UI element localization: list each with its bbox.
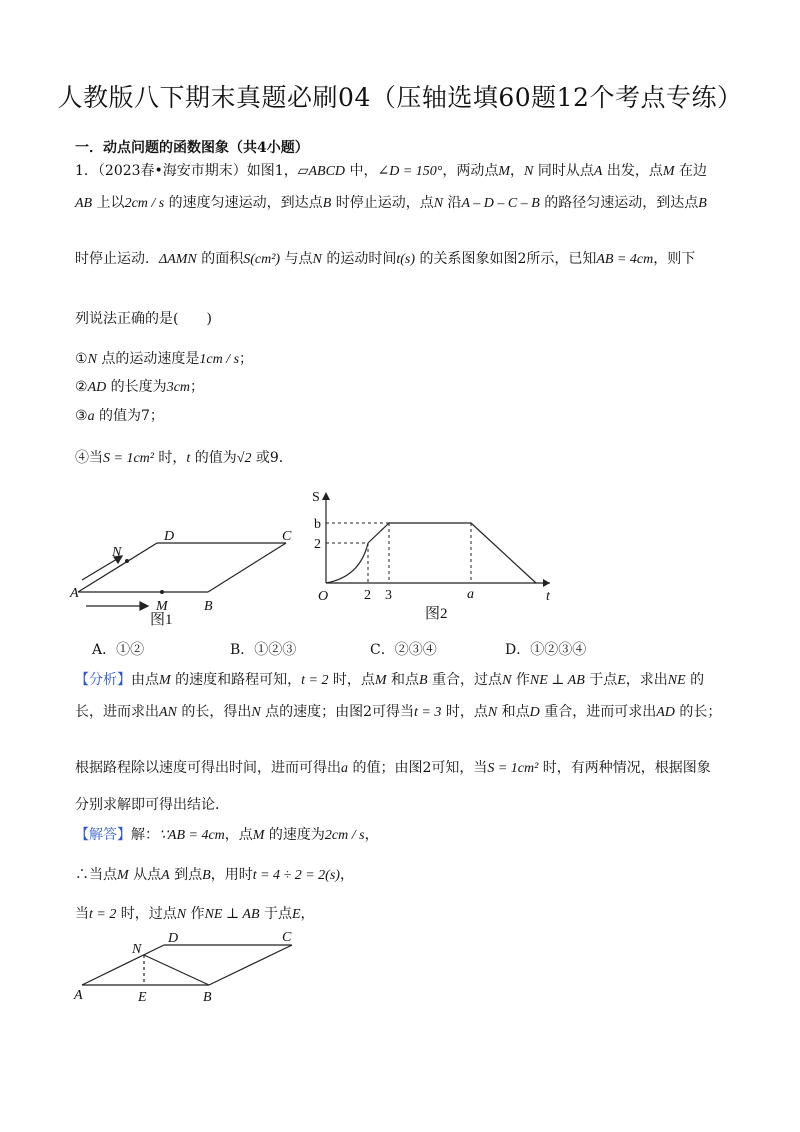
text: 的长度为 — [106, 379, 167, 395]
math: 2cm / s — [324, 828, 365, 843]
math: A – D – C – B — [461, 196, 540, 211]
text: 时停止运动． — [75, 251, 159, 267]
solution-line-2 — [75, 866, 354, 885]
text: 当 — [75, 906, 89, 922]
text: ， — [364, 827, 379, 843]
math: t = 3 — [414, 705, 442, 720]
solution-line-1 — [75, 826, 379, 845]
analysis-line-3 — [75, 759, 711, 778]
analysis-line-4: 分别求解即可得出结论． — [75, 797, 229, 813]
math: t — [186, 451, 191, 466]
math: AB — [75, 196, 93, 211]
point-n — [125, 559, 129, 563]
section-heading: 一．动点问题的函数图象（共4小题） — [75, 140, 309, 156]
math: M — [374, 673, 387, 688]
math: NE ⊥ AB — [529, 673, 585, 688]
text: 同时从点 — [533, 163, 594, 179]
label-b-value: b — [314, 517, 321, 532]
text: 时，点 — [441, 704, 488, 720]
page-title: 人教版八下期末真题必刷04（压轴选填60题12个考点专练） — [57, 83, 743, 112]
math: a — [87, 409, 95, 424]
label-e: E — [138, 990, 147, 1005]
label-a: A — [70, 586, 79, 601]
problem-line-4: 列说法正确的是( ) — [75, 311, 212, 327]
text: 的路径匀速运动，到达点 — [539, 195, 699, 211]
math: t = 4 ÷ 2 = 2(s) — [252, 868, 340, 883]
text: 的长，得出 — [176, 704, 252, 720]
option-b: B．①②③ — [230, 642, 297, 658]
math: 3cm — [166, 380, 191, 395]
math: M — [498, 164, 511, 179]
figure-2-graph — [300, 485, 570, 625]
math: a — [341, 761, 348, 776]
rise-segment — [368, 523, 389, 543]
text: 上以 — [92, 195, 125, 211]
math: NE ⊥ AB — [204, 907, 260, 922]
text: 时， — [153, 450, 187, 466]
label-s: S — [312, 490, 320, 505]
text: ， — [300, 906, 315, 922]
label-o: O — [318, 589, 329, 604]
text: 的长； — [674, 704, 722, 720]
text: 重合，进而可求出 — [539, 704, 657, 720]
statement-1 — [75, 350, 253, 369]
math: √2 — [236, 451, 252, 466]
math: B — [322, 196, 332, 211]
text: 重合，过点 — [427, 672, 503, 688]
text: 中， — [345, 163, 378, 179]
statement-2 — [75, 378, 204, 397]
math: M — [252, 828, 265, 843]
math: N — [524, 164, 534, 179]
text: 的面积 — [196, 251, 244, 267]
label-d: D — [164, 529, 175, 544]
t-axis-arrow — [543, 579, 550, 587]
analysis-tag: 【分析】 — [75, 672, 131, 688]
option-d: D．①②③④ — [505, 642, 587, 658]
edge-bc — [208, 543, 286, 592]
label-c: C — [282, 930, 292, 945]
math: S(cm²) — [243, 252, 281, 267]
text: 沿 — [443, 195, 462, 211]
text: ； — [190, 379, 205, 395]
math: D — [529, 705, 540, 720]
label-a-value: a — [467, 587, 474, 602]
problem-line-2 — [75, 194, 707, 213]
text: ； — [239, 351, 254, 367]
statement-4 — [75, 449, 293, 468]
text: 或9． — [251, 450, 293, 466]
label-d: D — [168, 931, 179, 946]
text: 的值为 — [190, 450, 237, 466]
text: 的值为7； — [94, 408, 164, 424]
math: t = 2 — [301, 673, 329, 688]
math: ΔAMN — [159, 252, 197, 267]
label-2-x: 2 — [364, 588, 371, 603]
math: E — [617, 673, 626, 688]
text: 长，进而求出 — [75, 704, 159, 720]
text: 点的运动速度是 — [96, 351, 200, 367]
option-c: C．②③④ — [370, 642, 437, 658]
math: AD — [87, 380, 107, 395]
s-axis-arrow — [322, 492, 330, 500]
analysis-line-2 — [75, 703, 721, 722]
math: N — [251, 705, 261, 720]
label-b: B — [203, 990, 212, 1005]
fall-segment — [471, 523, 536, 583]
math: B — [202, 868, 211, 883]
problem-line-3 — [75, 250, 695, 269]
text: 和点 — [497, 704, 530, 720]
math: ∠D = 150° — [377, 164, 443, 179]
math: NE — [667, 673, 686, 688]
text: 与点 — [280, 251, 313, 267]
label-n: N — [112, 545, 122, 560]
text: 的关系图象如图2所示，已知 — [415, 251, 597, 267]
math: ▱ABCD — [297, 164, 346, 179]
option-a: A．①② — [92, 642, 145, 658]
text: 在边 — [674, 163, 707, 179]
text: 时停止运动，点 — [331, 195, 434, 211]
text: 的 — [685, 672, 705, 688]
math: M — [117, 868, 129, 883]
point-m — [160, 590, 164, 594]
math: N — [502, 673, 512, 688]
text: 作 — [186, 906, 205, 922]
text: ，则下 — [653, 251, 696, 267]
label-a: A — [74, 988, 83, 1003]
solution-line-3 — [75, 905, 315, 924]
text: ， — [339, 867, 354, 883]
math: A — [593, 164, 603, 179]
math: M — [662, 164, 675, 179]
math: AB = 4cm — [596, 252, 654, 267]
figure-2-caption: 图2 — [425, 606, 448, 622]
text: 于点 — [584, 672, 618, 688]
solution-tag: 【解答】 — [75, 827, 131, 843]
text: ① — [75, 351, 88, 367]
edge-da — [82, 945, 164, 985]
math: t = 2 — [89, 907, 117, 922]
label-c: C — [282, 529, 292, 544]
math: B — [698, 196, 707, 211]
text: 时，点 — [328, 672, 375, 688]
text: 根据路程除以速度可得出时间，进而可得出 — [75, 760, 341, 776]
text: 到点 — [169, 867, 203, 883]
text: 作 — [511, 672, 530, 688]
text: 时，过点 — [116, 906, 177, 922]
text: ，两动点 — [442, 163, 499, 179]
problem-line-1 — [75, 162, 707, 181]
math: B — [419, 673, 428, 688]
math: 1cm / s — [199, 352, 240, 367]
text: 由点 — [131, 672, 159, 688]
label-m: M — [156, 599, 168, 614]
edge-bc — [209, 945, 292, 985]
math: N — [87, 352, 97, 367]
text: 1．（2023春•海安市期末）如图1， — [75, 163, 298, 179]
segment-nb — [144, 955, 209, 985]
text: ， — [510, 163, 525, 179]
text: ② — [75, 379, 88, 395]
text: 的值；由图2可知，当 — [348, 760, 488, 776]
text: ∴当点 — [75, 867, 117, 883]
analysis-line-1 — [75, 671, 704, 690]
figure-1-caption: 图1 — [150, 612, 173, 628]
figure-3-parallelogram — [60, 925, 310, 1005]
text: ，求出 — [625, 672, 668, 688]
text: 和点 — [386, 672, 420, 688]
math: E — [291, 907, 301, 922]
math: M — [159, 673, 171, 688]
math: A — [161, 868, 170, 883]
label-3: 3 — [385, 588, 392, 603]
text: 的速度和路程可知， — [170, 672, 302, 688]
math: t(s) — [396, 252, 416, 267]
text: 于点 — [259, 906, 292, 922]
text: 时，有两种情况，根据图象 — [538, 760, 711, 776]
figure-1-parallelogram — [60, 520, 310, 630]
text: 的速度匀速运动，到达点 — [164, 195, 323, 211]
text: 的运动时间 — [321, 251, 397, 267]
label-n: N — [132, 942, 142, 957]
label-t: t — [546, 589, 550, 604]
text: 的速度为 — [264, 827, 325, 843]
text: 出发，点 — [602, 163, 663, 179]
math: AN — [159, 705, 177, 720]
math: ∵AB = 4cm — [159, 828, 225, 843]
math: N — [487, 705, 498, 720]
text: 解： — [131, 827, 159, 843]
math: S = 1cm² — [103, 451, 154, 466]
math: AD — [656, 705, 675, 720]
curve-segment — [326, 543, 368, 583]
text: ，点 — [224, 827, 253, 843]
math: N — [433, 196, 444, 211]
math: 2cm / s — [124, 196, 165, 211]
text: ③ — [75, 408, 88, 424]
arrow-m-head — [140, 602, 148, 610]
statement-3 — [75, 407, 164, 426]
math: N — [312, 252, 322, 267]
text: ④当 — [75, 450, 103, 466]
math: N — [176, 907, 187, 922]
math: S = 1cm² — [487, 761, 539, 776]
label-2-y: 2 — [314, 537, 321, 552]
text: ，用时 — [210, 867, 253, 883]
text: 从点 — [128, 867, 162, 883]
label-b: B — [204, 599, 213, 614]
text: 点的速度；由图2可得当 — [260, 704, 415, 720]
